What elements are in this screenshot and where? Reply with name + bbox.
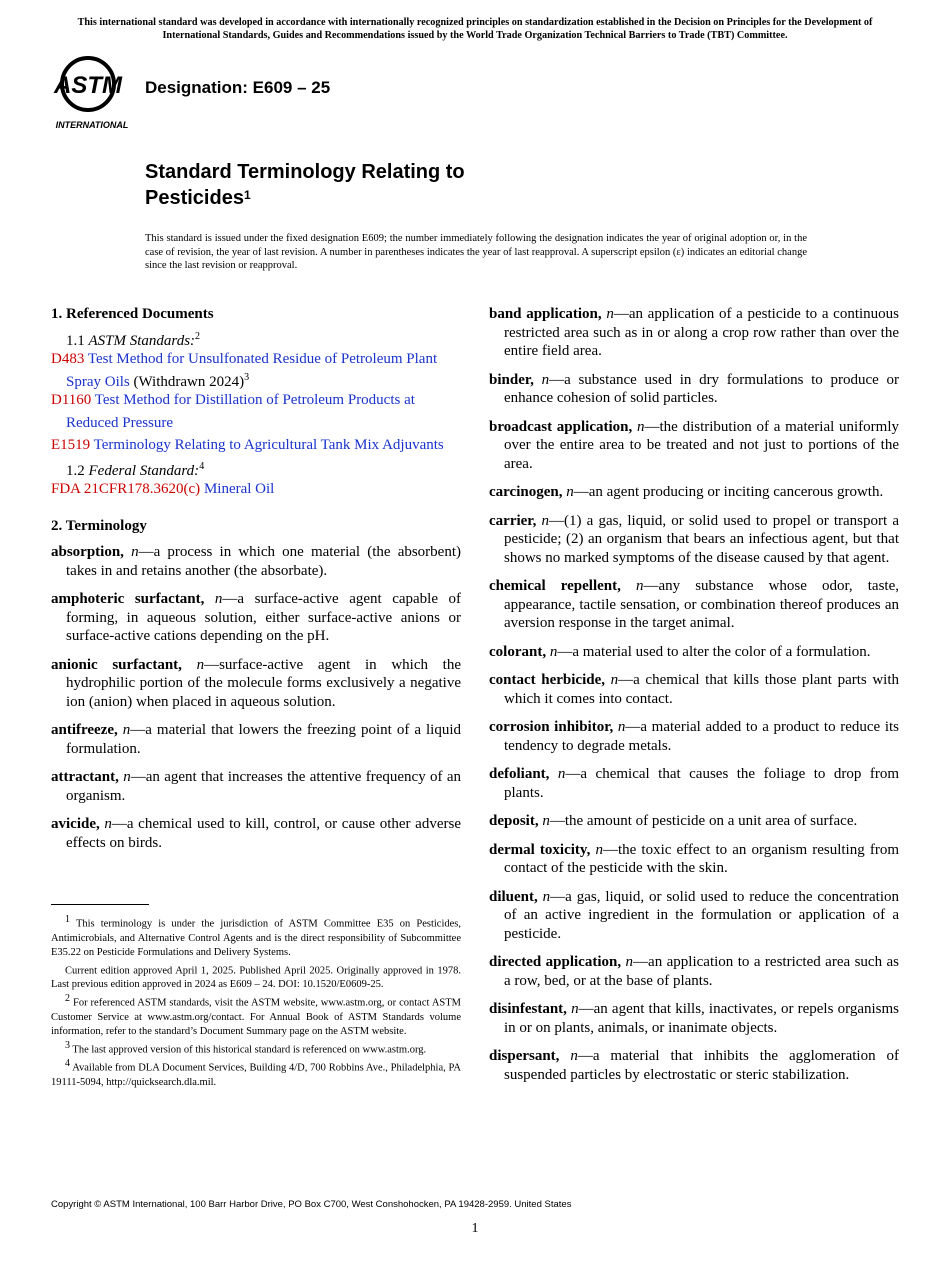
reference-code: FDA 21CFR178.3620(c) — [51, 481, 201, 497]
term-pos: n — [635, 578, 644, 594]
term-definition: —a surface-active agent capable of forming, in aqueous solution, either surface-active anions or surface-active cations depending on the pH. — [66, 591, 462, 644]
footnote-mark: 2 — [65, 993, 70, 1004]
term-pos: n — [541, 371, 550, 388]
issue-statement: This standard is issued under the fixed designation E609; the number immediately following the designation indicates the year of original adoption or, in the case of revision, the year of last revision. A number in parentheses indicates the year of last reapproval. A superscript epsilon (ε) indicates an editorial change since the last revision or reapproval. — [145, 233, 807, 271]
term-name: amphoteric surfactant, — [51, 591, 205, 607]
section-1-heading: 1. Referenced Documents — [51, 306, 214, 322]
term-definition: —a material added to a product to reduce its tendency to degrade metals. — [504, 719, 900, 754]
term-definition: —an application to a restricted area such as a row, bed, or at the base of plants. — [504, 954, 900, 989]
term-name: antifreeze, — [51, 722, 118, 738]
reference-code[interactable]: D1160 — [51, 392, 92, 408]
term-pos: n — [570, 1048, 578, 1064]
page-title — [145, 159, 645, 211]
term-definition: —(1) a gas, liquid, or solid used to propel or transport a pesticide; (2) an organism that bears an infectious agent, but that shows no marked symptoms of the disease caused by that agent. — [504, 512, 899, 566]
term-entry — [489, 765, 899, 802]
terms-list-left — [51, 543, 461, 852]
footnote — [51, 1039, 461, 1058]
term-name: contact herbicide, — [489, 672, 606, 688]
logo-subtext: INTERNATIONAL — [55, 120, 129, 130]
reference-note: (Withdrawn 2024) — [129, 373, 245, 390]
term-pos: n — [617, 719, 626, 735]
astm-logo — [52, 54, 136, 132]
title-line-2: Pesticides — [145, 187, 244, 209]
term-pos: n — [610, 672, 619, 688]
term-pos: n — [625, 954, 634, 970]
term-pos: n — [541, 512, 549, 529]
footnote-mark: 4 — [65, 1058, 70, 1069]
term-name: binder, — [489, 371, 534, 388]
term-pos: n — [595, 841, 603, 858]
term-entry — [51, 590, 461, 646]
footnote — [51, 960, 461, 993]
term-name: absorption, — [51, 544, 124, 560]
term-entry — [489, 671, 899, 708]
term-name: dermal toxicity, — [489, 841, 591, 858]
term-entry — [489, 1000, 899, 1037]
term-definition: —a gas, liquid, or solid used to reduce the concentration of an active ingredient in the formulation or application of a pesticide. — [504, 888, 899, 942]
copyright: Copyright © ASTM International, 100 Barr Harbor Drive, PO Box C700, West Conshohocken, PA 19428-2959. United States — [51, 1199, 572, 1210]
term-entry — [51, 656, 461, 712]
term-name: deposit, — [489, 813, 539, 829]
term-definition: —a substance used in dry formulations to produce or enhance cohesion of solid particles. — [504, 371, 900, 406]
federal-standard-label: 1.2 Federal Standard:$^4$ — [66, 460, 205, 479]
term-name: diluent, — [489, 888, 538, 905]
term-name: defoliant, — [489, 766, 550, 782]
term-definition: —the amount of pesticide on a unit area of surface. — [549, 813, 858, 829]
term-entry — [489, 512, 899, 568]
footnote-mark: 1 — [65, 914, 70, 925]
term-definition: —any substance whose odor, taste, appearance, tactile sensation, or combination thereof produces an aversion response in the target animal. — [504, 578, 899, 631]
term-entry — [489, 953, 899, 990]
term-pos: n — [104, 816, 112, 832]
term-pos: n — [571, 1001, 579, 1017]
term-name: disinfestant, — [489, 1001, 567, 1017]
footnote — [51, 913, 461, 960]
term-definition: —a chemical that kills those plant parts with which it comes into contact. — [504, 672, 900, 707]
term-name: band application, — [489, 306, 602, 322]
reference-item[interactable] — [51, 350, 461, 391]
term-entry — [489, 841, 899, 878]
reference-title-link[interactable]: Terminology Relating to Agricultural Tank Mix Adjuvants — [93, 437, 444, 453]
term-pos: n — [566, 484, 574, 500]
term-name: broadcast application, — [489, 418, 633, 435]
term-entry — [489, 888, 899, 944]
tbt-notice: This international standard was developed in accordance with internationally recognized principles on standardization established in the Decision on Principles for the Development of International Standards, Guides and Recommendations issued by the World Trade Organization Technical Barriers to Trade (TBT) Committee. — [77, 17, 873, 41]
footnote-text: Available from DLA Document Services, Building 4/D, 700 Robbins Ave., Philadelphia, PA 19111-5094, http://quicksearch.dla.mil. — [51, 1062, 461, 1088]
term-definition: —a chemical used to kill, control, or cause other adverse effects on birds. — [66, 816, 461, 851]
footnotes — [51, 913, 461, 1090]
reference-item[interactable] — [51, 391, 461, 432]
term-name: attractant, — [51, 769, 119, 785]
term-name: avicide, — [51, 816, 100, 832]
term-name: corrosion inhibitor, — [489, 719, 614, 735]
term-pos: n — [542, 813, 550, 829]
term-definition: —an application of a pesticide to a continuous restricted area such as in or along a crop row rather than over the entire field area. — [504, 306, 900, 359]
term-pos: n — [122, 722, 131, 738]
term-entry — [489, 577, 899, 633]
term-definition: —a process in which one material (the absorbent) takes in and retains another (the absorbate). — [66, 544, 462, 579]
term-name: carcinogen, — [489, 484, 563, 500]
term-definition: —the toxic effect to an organism resulting from contact of the pesticide with the skin. — [504, 841, 899, 876]
footnote-text: Current edition approved April 1, 2025. Published April 2025. Originally approved in 1978. Last previous edition approved in 2024 as E609 – 24. DOI: 10.1520/E0609-25. — [51, 965, 461, 990]
term-entry — [489, 483, 899, 502]
reference-title-link: Mineral Oil — [203, 481, 275, 497]
term-definition: —a material that inhibits the agglomeration of suspended particles by electrostatic or steric stabilization. — [504, 1048, 899, 1083]
term-entry — [489, 371, 899, 408]
reference-list — [51, 350, 461, 455]
term-pos: n — [542, 888, 551, 905]
term-definition: —an agent that increases the attentive frequency of an organism. — [66, 769, 462, 804]
term-entry — [51, 721, 461, 758]
title-line-1: Standard Terminology Relating to — [145, 161, 465, 183]
footnote-mark: 3 — [65, 1039, 70, 1051]
term-pos: n — [123, 769, 131, 785]
footnote — [51, 992, 461, 1039]
term-definition: —a material used to alter the color of a formulation. — [557, 643, 871, 660]
term-pos: n — [606, 306, 614, 322]
term-name: directed application, — [489, 954, 622, 970]
term-entry — [489, 643, 899, 662]
reference-footnote-mark: 3 — [244, 371, 250, 383]
footnote-divider — [51, 904, 149, 905]
term-definition: —the distribution of a material uniformly over the entire area to be treated and not just to portions of the area. — [504, 418, 900, 472]
term-pos: n — [557, 766, 566, 782]
term-name: colorant, — [489, 643, 547, 660]
term-pos: n — [131, 544, 139, 560]
left-column — [51, 305, 461, 862]
reference-item[interactable] — [51, 480, 461, 499]
term-definition: —a chemical that causes the foliage to drop from plants. — [504, 766, 899, 801]
term-name: dispersant, — [489, 1048, 560, 1064]
reference-title-link[interactable]: Test Method for Unsulfonated Residue of Petroleum Plant Spray Oils — [66, 351, 438, 390]
term-pos: n — [637, 418, 645, 435]
reference-title-link[interactable]: Test Method for Distillation of Petroleum Products at Reduced Pressure — [66, 392, 415, 431]
footnote — [51, 1057, 461, 1090]
term-definition: —an agent producing or inciting cancerous growth. — [573, 484, 884, 500]
term-definition: —surface-active agent in which the hydrophilic portion of the molecule forms exclusively a negative ion (anion) when placed in aqueous solution. — [66, 656, 461, 710]
term-entry — [51, 768, 461, 805]
page-number: 1 — [471, 1221, 479, 1236]
term-entry — [51, 815, 461, 852]
term-entry — [51, 543, 461, 580]
term-name: chemical repellent, — [489, 578, 621, 594]
term-name: carrier, — [489, 512, 537, 529]
term-definition: —a material that lowers the freezing point of a liquid formulation. — [66, 722, 461, 757]
term-entry — [489, 1047, 899, 1084]
astm-standards-label: 1.1 ASTM Standards:$^2$ — [66, 330, 201, 349]
reference-code[interactable]: E1519 — [51, 437, 91, 453]
terms-list-right — [489, 305, 899, 1084]
right-column — [489, 305, 899, 1094]
footnote-text: The last approved version of this historical standard is referenced on www.astm.org. — [70, 1044, 427, 1055]
term-entry — [489, 718, 899, 755]
section-2-heading: 2. Terminology — [51, 517, 147, 534]
reference-item[interactable] — [51, 432, 461, 455]
term-entry — [489, 305, 899, 361]
term-entry — [489, 812, 899, 831]
reference-code[interactable]: D483 — [51, 351, 85, 367]
logo-text: ASTM — [54, 72, 122, 99]
term-entry — [489, 418, 899, 474]
term-definition: —an agent that kills, inactivates, or repels organisms in or on plants, animals, or inanimate objects. — [504, 1001, 899, 1036]
title-footnote-mark: 1 — [243, 188, 251, 202]
footnote-text: This terminology is under the jurisdiction of ASTM Committee E35 on Pesticides, Antimicrobials, and Alternative Control Agents and is the direct responsibility of Subcommittee E35.22 on Pesticide Formulations and Delivery Systems. — [51, 918, 461, 958]
term-pos: n — [214, 591, 223, 607]
term-pos: n — [196, 656, 205, 673]
term-name: anionic surfactant, — [51, 656, 182, 673]
designation: Designation: E609 – 25 — [145, 78, 331, 97]
term-pos: n — [549, 643, 558, 660]
footnote-text: For referenced ASTM standards, visit the ASTM website, www.astm.org, or contact ASTM Customer Service at www.astm.org/contact. For Annual Book of ASTM Standards volume information, refer to the standard’s Document Summary page on the ASTM website. — [51, 997, 461, 1037]
